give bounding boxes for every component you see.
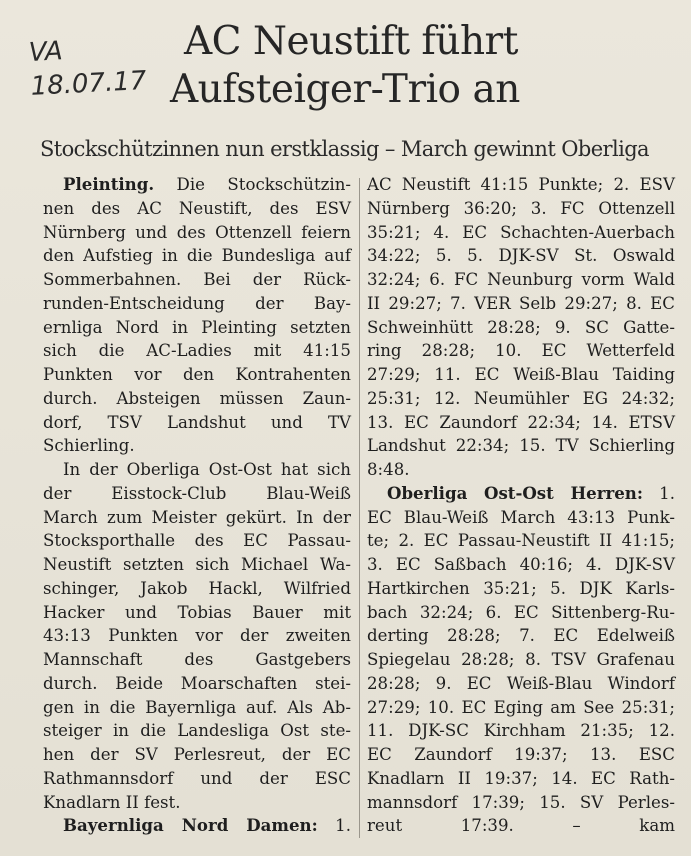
article-text-line: EC Zaundorf 19:37; 13. ESC (367, 745, 675, 764)
article-text-line: der Eisstock-Club Blau-Weiß (43, 483, 351, 503)
article-text-line: hen der SV Perlesreut, der EC (43, 745, 351, 764)
article-text-line: 25:31; 12. Neumühler EG 24:32; (367, 388, 675, 408)
article-text-line: Nürnberg 36:20; 3. FC Ottenzell (367, 198, 675, 218)
article-subheadline: Stockschützinnen nun erstklassig – March gewinnt Oberliga (40, 137, 649, 161)
headline-line-2: Aufsteiger-Trio an (170, 67, 520, 112)
article-text-line: 35:21; 4. EC Schachten-Auerbach (367, 222, 675, 242)
article-text-line: Sommerbahnen. Bei der Rück- (43, 270, 351, 289)
article-text-line: Rathmannsdorf und der ESC (43, 768, 351, 788)
article-text-line: Schweinhütt 28:28; 9. SC Gatte- (367, 317, 675, 337)
article-text-line: gen in die Bayernliga auf. Als Ab- (43, 697, 351, 717)
article-text-line: durch. Beide Moarschaften stei- (43, 673, 351, 693)
article-text-line: II 29:27; 7. VER Selb 29:27; 8. EC (367, 293, 675, 313)
article-text-line: 11. DJK-SC Kirchham 21:35; 12. (367, 721, 675, 741)
article-text-line: runden-Entscheidung der Bay- (43, 293, 351, 313)
article-text-line: Knadlarn II fest. (43, 792, 181, 812)
article-text-line: Mannschaft des Gastgebers (43, 650, 351, 669)
article-text-line: Schierling. (43, 436, 135, 456)
column-divider (359, 178, 360, 838)
article-text-line: dorf, TSV Landshut und TV (43, 412, 351, 432)
article-text-line: March zum Meister gekürt. In der (43, 507, 351, 527)
article-text-line: 3. EC Saßbach 40:16; 4. DJK-SV (367, 555, 675, 574)
article-text-line: Nürnberg und des Ottenzell feiern (43, 222, 351, 242)
article-text-line: Pleinting. Die Stockschützin- (63, 174, 351, 194)
article-text-line: te; 2. EC Passau-Neustift II 41:15; (367, 531, 675, 551)
article-text-line: Knadlarn II 19:37; 14. EC Rath- (367, 768, 675, 788)
article-text-line: reut 17:39. – kam (367, 816, 675, 836)
article-text-line: sich die AC-Ladies mit 41:15 (43, 341, 351, 361)
headline-line-1: AC Neustift führt (184, 19, 518, 64)
article-text-line: mannsdorf 17:39; 15. SV Perles- (367, 792, 675, 812)
handwritten-date: 18.07.17 (29, 65, 148, 102)
article-text-line: bach 32:24; 6. EC Sittenberg-Ru- (367, 602, 675, 622)
article-text-line: Neustift setzten sich Michael Wa- (43, 555, 351, 574)
article-text-line: Spiegelau 28:28; 8. TSV Grafenau (367, 650, 675, 669)
article-text-line: AC Neustift 41:15 Punkte; 2. ESV (367, 175, 675, 194)
article-text-line: den Aufstieg in die Bundesliga auf (43, 246, 351, 266)
article-text-line: 27:29; 10. EC Eging am See 25:31; (367, 697, 675, 717)
article-text-line: schinger, Jakob Hackl, Wilfried (43, 578, 351, 598)
article-text-line: derting 28:28; 7. EC Edelweiß (367, 626, 675, 646)
article-text-line: Oberliga Ost-Ost Herren: 1. (387, 482, 676, 503)
article-text-line: Landshut 22:34; 15. TV Schierling (367, 436, 675, 456)
article-text-line: ring 28:28; 10. EC Wetterfeld (367, 341, 675, 361)
article-text-line: Bayernliga Nord Damen: 1. (63, 815, 351, 836)
article-column-right (367, 173, 675, 838)
handwritten-source: VA (28, 36, 64, 68)
handwritten-note (28, 30, 147, 104)
article-text-line: 13. EC Zaundorf 22:34; 14. ETSV (367, 412, 675, 432)
article-text-line: 8:48. (367, 460, 410, 479)
article-text-line: ernliga Nord in Pleinting setzten (43, 317, 351, 337)
article-text-line: Stocksporthalle des EC Passau- (43, 531, 351, 551)
article-text-line: durch. Absteigen müssen Zaun- (43, 388, 351, 408)
article-text-line: nen des AC Neustift, des ESV (43, 198, 351, 218)
article-text-line: 43:13 Punkten vor der zweiten (43, 626, 351, 646)
article-text-line: 34:22; 5. 5. DJK-SV St. Oswald (367, 246, 675, 266)
article-text-line: 28:28; 9. EC Weiß-Blau Windorf (367, 673, 675, 693)
article-text-line: Hartkirchen 35:21; 5. DJK Karls- (367, 578, 675, 598)
article-text-line: EC Blau-Weiß March 43:13 Punk- (367, 507, 675, 527)
article-headline (170, 18, 640, 114)
article-text-line: Punkten vor den Kontrahenten (43, 365, 351, 384)
article-text-line: 32:24; 6. FC Neunburg vorm Wald (367, 270, 675, 289)
article-column-left (43, 173, 351, 838)
article-text-line: steiger in die Landesliga Ost ste- (43, 721, 351, 741)
article-text-line: In der Oberliga Ost-Ost hat sich (63, 460, 351, 479)
article-text-line: Hacker und Tobias Bauer mit (43, 602, 351, 622)
article-text-line: 27:29; 11. EC Weiß-Blau Taiding (367, 365, 675, 384)
